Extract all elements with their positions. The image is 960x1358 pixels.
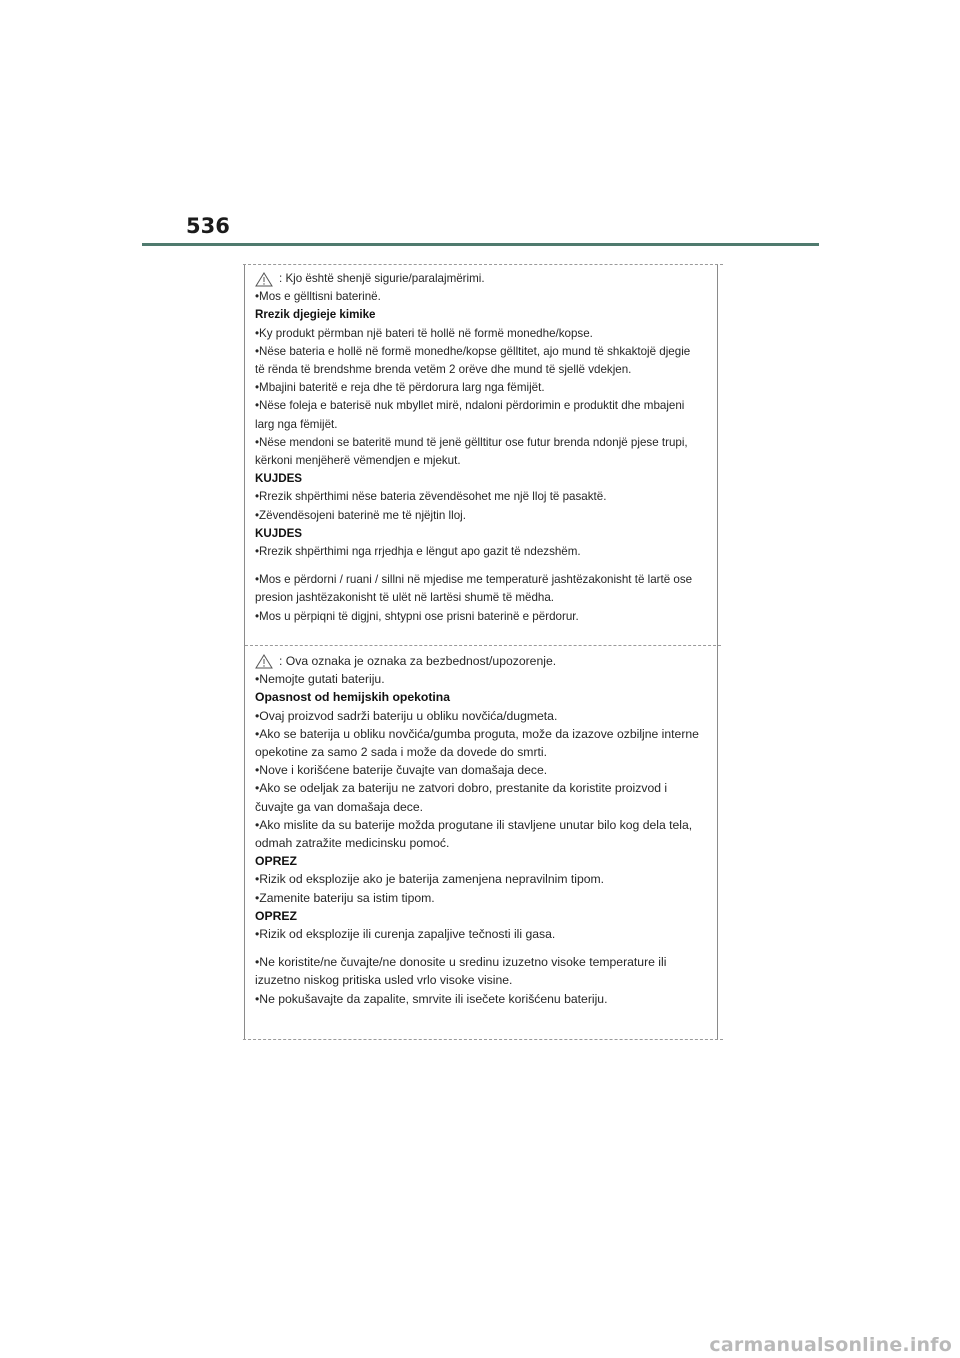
serbian-heading-caution: OPREZ [255,908,297,923]
albanian-line: •Ky produkt përmban një bateri të hollë në formë monedhe/kopse. [255,326,593,340]
serbian-line: •Ako se odeljak za bateriju ne zatvori dobro, prestanite da koristite proizvod i čuvajte ga van domašaja dece. [255,781,668,814]
serbian-line: •Nemojte gutati bateriju. [255,672,385,687]
albanian-warning-sign-text: : Kjo është shenjë sigurie/paralajmërimi. [279,272,485,285]
albanian-heading-caution: KUJDES [255,526,303,540]
spacer [255,561,703,571]
albanian-heading-caution: KUJDES [255,472,303,486]
albanian-line: •Mbajini bateritë e reja dhe të përdorura larg nga fëmijët. [255,381,545,395]
albanian-line: •Rrezik shpërthimi nga rrjedhja e lëngut apo gazit të ndezshëm. [255,545,581,559]
albanian-line: •Zëvendësojeni baterinë me të njëjtin lloj. [255,508,466,522]
section-divider [245,645,721,646]
spacer [255,943,703,953]
serbian-warning-section [255,652,703,1008]
albanian-heading-chemical-burn: Rrezik djegieje kimike [255,308,376,322]
albanian-line: •Nëse foleja e baterisë nuk mbyllet mirë, ndaloni përdorimin e produktit dhe mbajeni larg nga fëmijët. [255,399,685,431]
serbian-line: •Ako mislite da su baterije možda progutane ili stavljene unutar bilo kog dela tela, odmah zatražite medicinsku pomoć. [255,817,693,851]
albanian-warning-sign-line [255,270,703,288]
serbian-line: •Ako se baterija u obliku novčića/gumba proguta, može da izazove ozbiljne interne opekotine za samo 2 sada i može da dovede do smrti. [255,726,699,760]
warning-triangle-icon [255,654,273,669]
serbian-line: •Ne pokušavajte da zapalite, smrvite ili isečete korišćenu bateriju. [255,991,608,1006]
serbian-line: •Ne koristite/ne čuvajte/ne donosite u sredinu izuzetno visoke temperature ili izuzetno niskog pritiska usled vrlo visoke visine. [255,955,667,988]
albanian-line: •Nëse mendoni se bateritë mund të jenë gëlltitur ose futur brenda ndonjë pjese trupi, kërkoni menjëherë vëmendjen e mjekut. [255,435,688,468]
serbian-heading-caution: OPREZ [255,854,297,869]
serbian-warning-sign-text: : Ova oznaka je oznaka za bezbednost/upozorenje. [279,654,557,668]
serbian-warning-sign-line [255,652,703,670]
serbian-line: •Rizik od eksplozije ako je baterija zamenjena nepravilnim tipom. [255,872,605,887]
albanian-line: •Mos e përdorni / ruani / sillni në mjedise me temperaturë jashtëzakonisht të lartë ose presion jashtëzakonisht të ulët në lartësi shumë të mëdha. [255,573,693,605]
scanned-warning-label [244,264,718,1040]
albanian-line: •Mos e gëlltisni baterinë. [255,290,381,304]
header-rule [142,243,819,246]
page-number: 536 [186,214,230,238]
albanian-line: •Rrezik shpërthimi nëse bateria zëvendësohet me një lloj të pasaktë. [255,490,607,504]
albanian-line: •Mos u përpiqni të digjni, shtypni ose prisni baterinë e përdorur. [255,609,579,623]
albanian-warning-section [255,270,703,626]
serbian-line: •Rizik od eksplozije ili curenja zapaljive tečnosti ili gasa. [255,927,556,942]
serbian-line: •Ovaj proizvod sadrži bateriju u obliku novčića/dugmeta. [255,708,558,723]
albanian-line: •Nëse bateria e hollë në formë monedhe/kopse gëlltitet, ajo mund të shkaktojë djegie të rënda të brendshme brenda vetëm 2 orëve dhe mund të sjellë vdekjen. [255,344,691,377]
serbian-line: •Nove i korišćene baterije čuvajte van domašaja dece. [255,763,548,778]
site-watermark: carmanualsonline.info [709,1334,952,1356]
serbian-heading-chemical-burn: Opasnost od hemijskih opekotina [255,690,451,705]
serbian-line: •Zamenite bateriju sa istim tipom. [255,890,435,905]
warning-triangle-icon [255,272,273,287]
